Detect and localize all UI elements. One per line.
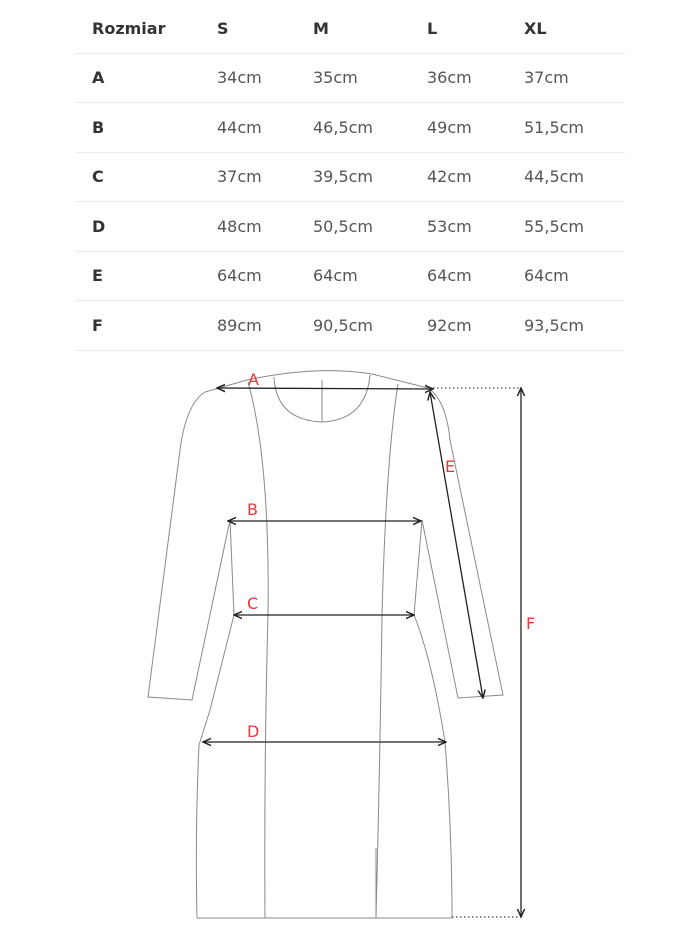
label-e: E xyxy=(445,457,456,476)
measurement-arrows xyxy=(203,388,521,917)
cell-l: 36cm xyxy=(427,53,524,103)
left-sleeve xyxy=(148,392,230,700)
row-label: A xyxy=(75,53,217,103)
dress-measurement-diagram xyxy=(0,350,700,933)
cell-s: 37cm xyxy=(217,152,313,202)
left-side-seam xyxy=(196,520,234,918)
table-row-b xyxy=(75,103,625,153)
label-c: C xyxy=(247,594,259,613)
size-table xyxy=(75,4,625,351)
cell-xl: 51,5cm xyxy=(524,103,625,153)
measurement-labels xyxy=(247,370,535,741)
right-princess-seam xyxy=(376,384,398,918)
label-a: A xyxy=(248,370,259,389)
table-row-d xyxy=(75,202,625,252)
cell-l: 42cm xyxy=(427,152,524,202)
cell-l: 92cm xyxy=(427,301,524,351)
cell-s: 64cm xyxy=(217,251,313,301)
row-label: E xyxy=(75,251,217,301)
table-header-row xyxy=(75,4,625,53)
cell-m: 64cm xyxy=(313,251,427,301)
table-row-a xyxy=(75,53,625,103)
row-label: C xyxy=(75,152,217,202)
cell-l: 49cm xyxy=(427,103,524,153)
cell-m: 50,5cm xyxy=(313,202,427,252)
cell-m: 46,5cm xyxy=(313,103,427,153)
header-size: Rozmiar xyxy=(75,4,217,53)
cell-s: 89cm xyxy=(217,301,313,351)
dress-outline xyxy=(148,371,503,918)
row-label: F xyxy=(75,301,217,351)
row-label: D xyxy=(75,202,217,252)
label-d: D xyxy=(247,722,260,741)
left-princess-seam xyxy=(248,382,268,918)
arrow-e xyxy=(430,392,483,698)
cell-xl: 55,5cm xyxy=(524,202,625,252)
cell-l: 53cm xyxy=(427,202,524,252)
cell-xl: 93,5cm xyxy=(524,301,625,351)
left-shoulder xyxy=(205,380,247,392)
cell-l: 64cm xyxy=(427,251,524,301)
cell-m: 90,5cm xyxy=(313,301,427,351)
cell-s: 34cm xyxy=(217,53,313,103)
header-s: S xyxy=(217,4,313,53)
cell-m: 39,5cm xyxy=(313,152,427,202)
header-xl: XL xyxy=(524,4,625,53)
table-row-c xyxy=(75,152,625,202)
header-l: L xyxy=(427,4,524,53)
label-b: B xyxy=(247,500,258,519)
right-side-seam xyxy=(414,520,452,918)
cell-s: 48cm xyxy=(217,202,313,252)
cell-xl: 37cm xyxy=(524,53,625,103)
table-row-f xyxy=(75,301,625,351)
row-label: B xyxy=(75,103,217,153)
cell-xl: 44,5cm xyxy=(524,152,625,202)
right-sleeve xyxy=(422,388,503,698)
label-f: F xyxy=(526,614,536,633)
table-row-e xyxy=(75,251,625,301)
cell-s: 44cm xyxy=(217,103,313,153)
cell-xl: 64cm xyxy=(524,251,625,301)
header-m: M xyxy=(313,4,427,53)
cell-m: 35cm xyxy=(313,53,427,103)
